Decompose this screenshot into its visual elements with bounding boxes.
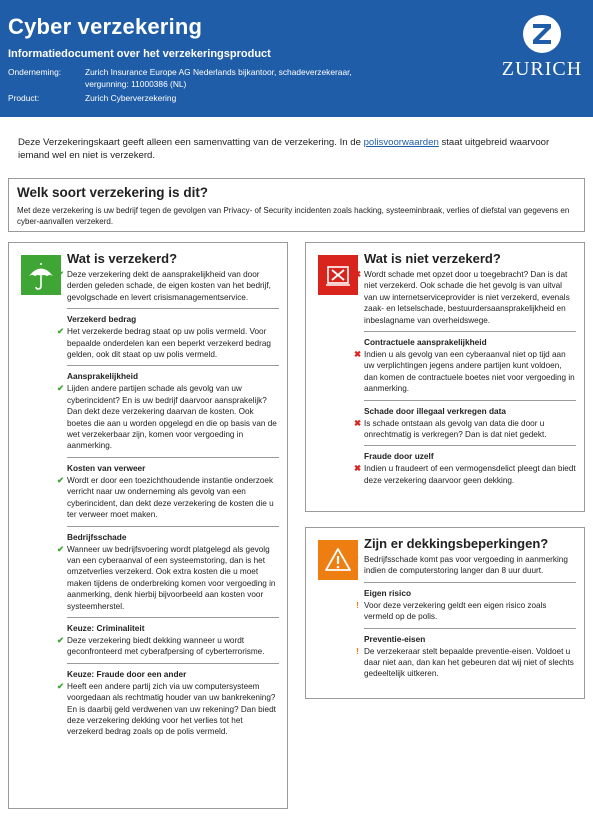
section-item: ✔ Heeft een andere partij zich via uw computersysteem voorgedaan als rechtmatig houder van uw bankrekening? En is daarbij geld verdwenen van uw rekening? Dan biedt deze verzekering dekking voor het verlies tot het verzekerd bedrag zoals op de polis vermeld.	[56, 680, 276, 737]
cross-icon: ✖	[353, 349, 362, 360]
document-title: Cyber verzekering	[8, 14, 203, 39]
section-item: ✖ Indien u als gevolg van een cyberaanval niet op tijd aan uw verplichtingen jegens andere partijen kunt voldoen, dan komen de contractuele boetes niet voor vergoeding in aanmerking.	[353, 349, 575, 394]
divider	[67, 663, 279, 664]
section-heading: Keuze: Fraude door een ander	[67, 668, 187, 679]
cross-icon: ✖	[353, 463, 362, 474]
document-subtitle: Informatiedocument over het verzekeringsproduct	[8, 48, 271, 60]
section-item: ✖ Indien u fraudeert of een vermogensdelict pleegt dan biedt deze verzekering daarvoor geen dekking.	[353, 463, 576, 485]
policy-conditions-link[interactable]: polisvoorwaarden	[363, 137, 439, 148]
exclamation-icon: !	[356, 554, 359, 564]
section-heading: Bedrijfsschade	[67, 531, 127, 542]
insured-content	[56, 251, 279, 738]
check-icon: ✔	[56, 680, 65, 691]
not-insured-title: Wat is niet verzekerd?	[364, 251, 501, 266]
insured-title: Wat is verzekerd?	[67, 251, 178, 266]
limitations-title: Zijn er dekkingsbeperkingen?	[364, 536, 549, 551]
insurance-type-title: Welk soort verzekering is dit?	[17, 185, 209, 200]
not-insured-content	[353, 251, 576, 486]
warning-icon	[318, 540, 358, 580]
insured-box	[8, 242, 288, 809]
divider	[364, 628, 576, 629]
section-item: ! De verzekeraar stelt bepaalde preventie-eisen. Voldoet u daar niet aan, dan kan het gebeuren dat wij niet of slechts gedeeltelijk uitkeren.	[364, 646, 576, 680]
zurich-logo	[497, 14, 587, 81]
section-heading: Kosten van verweer	[67, 462, 146, 473]
check-icon: ✔	[56, 474, 65, 485]
divider	[67, 457, 279, 458]
section-item: ✔ Deze verzekering biedt dekking wanneer u wordt geconfronteerd met cyberafpersing of cyberterrorisme.	[56, 634, 265, 657]
section-item: ! Voor deze verzekering geldt een eigen risico zoals vermeld op de polis.	[364, 600, 576, 623]
divider	[67, 526, 279, 527]
intro-paragraph	[18, 136, 578, 162]
check-icon: ✔	[56, 634, 65, 645]
section-item: ✔ Lijden andere partijen schade als gevolg van uw cyberincident? En is uw bedrijf daarvoor aansprakelijk? Dan dekt deze verzekering daarvan de kosten. Ook boetes die aan u worden opgelegd en die op basis van de wet verzekerbaar zijn, komen voor vergoeding in aanmerking.	[56, 383, 277, 451]
section-item: ✔ Wanneer uw bedrijfsvoering wordt platgelegd als gevolg van een cyberaanval of een systeemstoring, dan is het omzetverlies verzekerd. Ook extra kosten die u moet maken tijdens de onderbreking komen voor vergoeding in aanmerking, denk hierbij bijvoorbeeld aan kosten voor systeemherstel.	[56, 543, 276, 611]
document-header	[0, 0, 593, 117]
section-heading: Verzekerd bedrag	[67, 314, 137, 325]
insurance-type-box	[8, 178, 585, 232]
cross-icon: ✖	[353, 417, 362, 428]
exclamation-icon: !	[356, 599, 359, 610]
insured-intro: ✔ Deze verzekering dekt de aansprakelijkheid van door derden geleden schade, de eigen kosten van het bedrijf, gevolgschade en levert crisismanagementservice.	[56, 269, 271, 302]
limitations-intro: ! Bedrijfsschade komt pas voor vergoeding in aanmerking indien de computerstoring langer dan 8 uur duurt.	[364, 554, 576, 577]
product-value: Zurich Cyberverzekering	[85, 93, 177, 103]
check-icon: ✔	[56, 543, 65, 554]
logo-text: ZURICH	[501, 58, 583, 80]
divider	[364, 331, 576, 332]
zurich-logo-icon	[522, 14, 562, 54]
section-heading: Fraude door uzelf	[364, 451, 434, 462]
divider	[364, 400, 576, 401]
company-value-line-2: vergunning: 11000386 (NL)	[85, 79, 187, 89]
divider	[67, 308, 279, 309]
not-insured-intro: ✖ Wordt schade met opzet door u toegebracht? Dan is dat niet verzekerd. Ook schade die het gevolg is van uitval van uw internetserviceprovider is niet verzekerd, evenals zaak- en letselschade, bestuurdersaansprakelijkheid en inbeslagname van overheidswege.	[353, 269, 570, 325]
cross-icon: ✖	[353, 269, 362, 279]
section-heading: Keuze: Criminaliteit	[67, 622, 145, 633]
check-icon: ✔	[56, 383, 65, 394]
section-heading: Aansprakelijkheid	[67, 371, 139, 382]
product-row	[8, 92, 385, 104]
divider	[67, 617, 279, 618]
section-item: ✔ Wordt er door een toezichthoudende instantie onderzoek verricht naar uw onderneming als gevolg van een cyberincident, dan dekt deze verzekering de kosten die u ter verweer moet maken.	[56, 474, 274, 520]
not-insured-box	[305, 242, 585, 512]
section-heading: Contractuele aansprakelijkheid	[364, 337, 487, 348]
broken-glass-icon	[318, 255, 358, 295]
check-icon: ✔	[56, 326, 65, 337]
divider	[67, 365, 279, 366]
divider	[364, 445, 576, 446]
umbrella-icon	[21, 255, 61, 295]
exclamation-icon: !	[356, 645, 359, 656]
divider	[364, 582, 576, 583]
section-heading: Preventie-eisen	[364, 633, 426, 644]
limitations-content	[356, 536, 576, 680]
limitations-box	[305, 527, 585, 699]
section-item: ✖ Is schade ontstaan als gevolg van data die door u onrechtmatig is verkregen? Dan is dat niet gedekt.	[353, 417, 547, 440]
section-heading: Schade door illegaal verkregen data	[364, 405, 507, 416]
company-row	[8, 66, 385, 90]
intro-text-before: Deze Verzekeringskaart geeft alleen een samenvatting van de verzekering. In de	[18, 137, 364, 148]
company-label: Onderneming:	[8, 67, 62, 77]
section-heading: Eigen risico	[364, 587, 412, 598]
insurance-type-text: Met deze verzekering is uw bedrijf tegen de gevolgen van Privacy- of Security incidenten zoals hacking, systeeminbraak, verlies of diefstal van gegevens en cyber-aanvallen verzekerd.	[17, 206, 570, 226]
intro-text-after: staat uitgebreid waarvoor iemand wel en niet is verzekerd.	[18, 137, 550, 161]
section-item: ✔ Het verzekerde bedrag staat op uw polis vermeld. Voor bepaalde onderdelen kan een beperkt verzekerd bedrag gelden, ook dit staat op uw polis vermeld.	[56, 326, 271, 360]
check-icon: ✔	[56, 269, 65, 279]
product-label: Product:	[8, 93, 40, 103]
company-value-line-1: Zurich Insurance Europe AG Nederlands bijkantoor, schadeverzekeraar,	[85, 67, 352, 77]
